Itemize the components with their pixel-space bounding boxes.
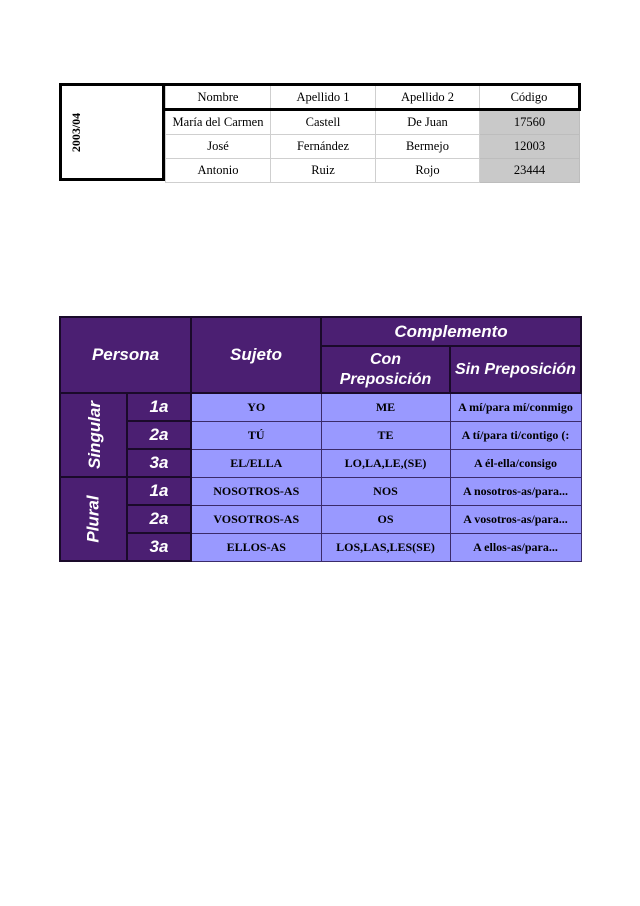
header-complemento: Complemento bbox=[321, 317, 581, 346]
cell-sujeto: VOSOTROS-AS bbox=[191, 505, 321, 533]
cell-apellido-1: Fernández bbox=[271, 135, 376, 159]
person-number: 1a bbox=[127, 477, 191, 505]
cell-codigo: 12003 bbox=[480, 135, 580, 159]
table-row bbox=[166, 110, 580, 135]
person-number: 3a bbox=[127, 449, 191, 477]
pronouns-table bbox=[59, 316, 582, 562]
cell-sin-preposicion: A tí/para ti/contigo (: bbox=[450, 421, 581, 449]
person-number: 2a bbox=[127, 505, 191, 533]
year-label: 2003/04 bbox=[69, 112, 84, 152]
cell-apellido-2: De Juan bbox=[376, 110, 480, 135]
cell-con-preposicion: OS bbox=[321, 505, 450, 533]
group-plural-label: Plural bbox=[83, 495, 103, 543]
cell-sin-preposicion: A él-ella/consigo bbox=[450, 449, 581, 477]
cell-apellido-1: Castell bbox=[271, 110, 376, 135]
cell-con-preposicion: LO,LA,LE,(SE) bbox=[321, 449, 450, 477]
table-row bbox=[166, 159, 580, 183]
cell-sujeto: EL/ELLA bbox=[191, 449, 321, 477]
header-nombre: Nombre bbox=[166, 85, 271, 110]
table-row bbox=[60, 393, 581, 421]
person-number: 2a bbox=[127, 421, 191, 449]
year-cell bbox=[59, 83, 165, 181]
cell-sujeto: NOSOTROS-AS bbox=[191, 477, 321, 505]
cell-sujeto: ELLOS-AS bbox=[191, 533, 321, 561]
table-row bbox=[60, 533, 581, 561]
header-sin-preposicion: Sin Preposición bbox=[450, 346, 581, 393]
table-row bbox=[60, 477, 581, 505]
group-plural bbox=[60, 477, 127, 561]
cell-con-preposicion: TE bbox=[321, 421, 450, 449]
table-row bbox=[166, 135, 580, 159]
students-table bbox=[165, 83, 581, 183]
cell-apellido-2: Rojo bbox=[376, 159, 480, 183]
cell-codigo: 17560 bbox=[480, 110, 580, 135]
cell-con-preposicion: NOS bbox=[321, 477, 450, 505]
person-number: 1a bbox=[127, 393, 191, 421]
table-row bbox=[60, 505, 581, 533]
table-row bbox=[60, 421, 581, 449]
cell-apellido-2: Bermejo bbox=[376, 135, 480, 159]
person-number: 3a bbox=[127, 533, 191, 561]
header-sujeto: Sujeto bbox=[191, 317, 321, 393]
header-persona: Persona bbox=[60, 317, 191, 393]
students-header-row bbox=[166, 85, 580, 110]
cell-nombre: Antonio bbox=[166, 159, 271, 183]
cell-sin-preposicion: A nosotros-as/para... bbox=[450, 477, 581, 505]
cell-nombre: José bbox=[166, 135, 271, 159]
cell-con-preposicion: ME bbox=[321, 393, 450, 421]
cell-con-preposicion: LOS,LAS,LES(SE) bbox=[321, 533, 450, 561]
cell-sin-preposicion: A ellos-as/para... bbox=[450, 533, 581, 561]
cell-codigo: 23444 bbox=[480, 159, 580, 183]
header-apellido-1: Apellido 1 bbox=[271, 85, 376, 110]
header-codigo: Código bbox=[480, 85, 580, 110]
pronouns-header-row-1 bbox=[60, 317, 581, 346]
cell-nombre: María del Carmen bbox=[166, 110, 271, 135]
cell-sujeto: TÚ bbox=[191, 421, 321, 449]
cell-sujeto: YO bbox=[191, 393, 321, 421]
cell-apellido-1: Ruiz bbox=[271, 159, 376, 183]
group-singular bbox=[60, 393, 127, 477]
header-apellido-2: Apellido 2 bbox=[376, 85, 480, 110]
year-label-wrap bbox=[64, 86, 90, 178]
group-singular-label: Singular bbox=[85, 400, 105, 470]
cell-sin-preposicion: A vosotros-as/para... bbox=[450, 505, 581, 533]
header-con-preposicion: Con Preposición bbox=[321, 346, 450, 393]
table-row bbox=[60, 449, 581, 477]
cell-sin-preposicion: A mí/para mí/conmigo bbox=[450, 393, 581, 421]
